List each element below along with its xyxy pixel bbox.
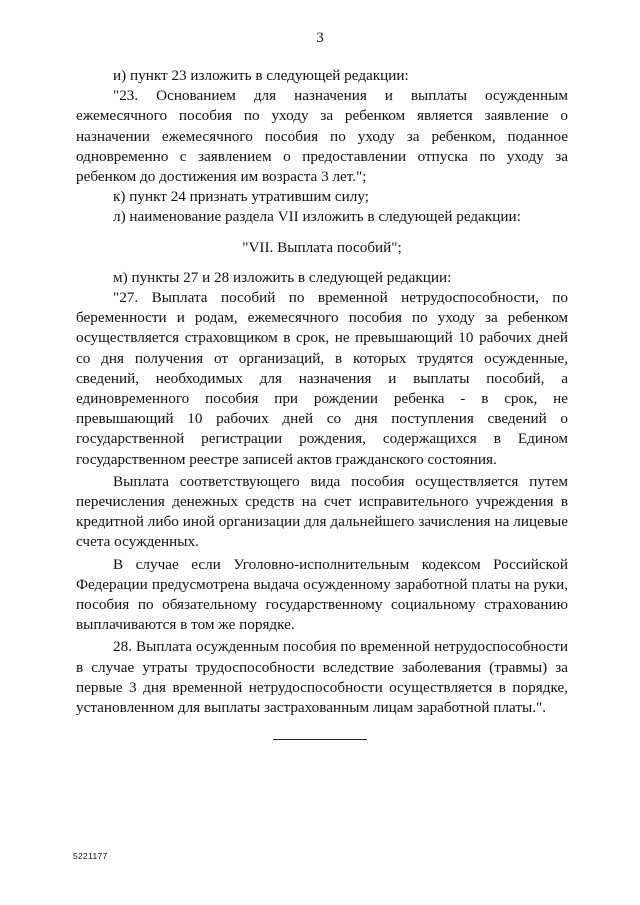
paragraph-clause-27: "27. Выплата пособий по временной нетрудоспособности, по беременности и родам, ежемесячного пособия по уходу за ребенком осуществляется страховщиком в срок, не превышающий 10 рабочих дней со дня получения от организаций, в которых трудятся осужденные, сведений, необходимых для назначения и выплаты пособий, а единовременного пособия при рождении ребенка - в срок, не превышающий 10 рабочих дней со дня поступления сведений о государственной регистрации рождения, содержащихся в Едином государственном реестре записей актов гражданского состояния. [76,289,568,468]
document-body [76,66,568,718]
end-divider [273,739,367,740]
paragraph-cash-payment: В случае если Уголовно-исполнительным кодексом Российской Федерации предусмотрена выдача осужденному заработной платы на руки, пособия по обязательному государственному социальному страхованию выплачиваются в том же порядке. [76,555,568,634]
section-heading: "VII. Выплата пособий"; [242,238,402,256]
page-number: 3 [316,30,324,46]
paragraph-clause-23: "23. Основанием для назначения и выплаты осужденным ежемесячного пособия по уходу за ребенком является заявление о назначении ежемесячного пособия по уходу за ребенком, поданное одновременно с заявлением о предоставлении отпуска по уходу за ребенком до достижения им возраста 3 лет."; [76,87,568,186]
paragraph-item-l: л) наименование раздела VII изложить в следующей редакции: [113,208,521,226]
paragraph-clause-28: 28. Выплата осужденным пособия по временной нетрудоспособности в случае утраты трудоспособности вследствие заболевания (травмы) за первые 3 дня временной нетрудоспособности осуществляется в порядке, установленном для выплаты застрахованным лицам заработной платы.". [76,638,568,717]
document-code: 5221177 [73,851,108,861]
paragraph-item-k: к) пункт 24 признать утратившим силу; [113,188,369,206]
paragraph-item-m: м) пункты 27 и 28 изложить в следующей редакции: [113,268,452,286]
paragraph-item-i: и) пункт 23 изложить в следующей редакции: [113,67,409,84]
paragraph-payment-transfer: Выплата соответствующего вида пособия осуществляется путем перечисления денежных средств на счет исправительного учреждения в кредитной либо иной организации для дальнейшего зачисления на лицевые счета осужденных. [76,472,568,551]
